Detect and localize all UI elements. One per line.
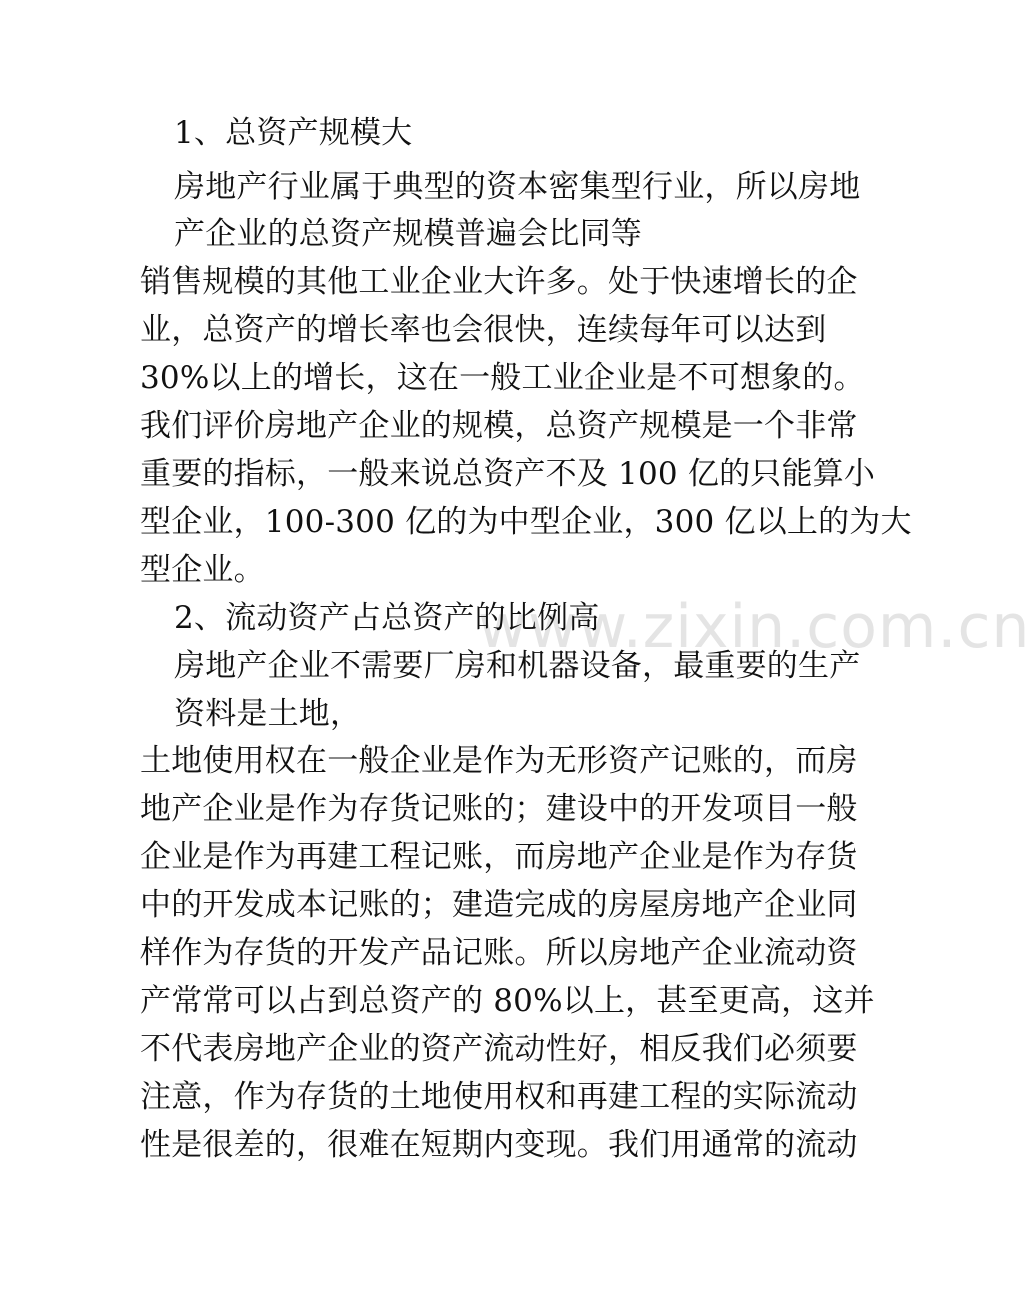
heading-1: 1、总资产规模大: [174, 115, 413, 151]
paragraph-line: 中的开发成本记账的；建造完成的房屋房地产企业同: [140, 887, 858, 923]
paragraph-line: 我们评价房地产企业的规模，总资产规模是一个非常: [140, 408, 858, 444]
paragraph-line: 资料是土地，: [174, 696, 362, 732]
paragraph-line: 企业是作为再建工程记账，而房地产企业是作为存货: [140, 839, 858, 875]
paragraph-line: 房地产企业不需要厂房和机器设备，最重要的生产: [174, 648, 861, 684]
paragraph-line: 性是很差的，很难在短期内变现。我们用通常的流动: [140, 1127, 858, 1163]
paragraph-line: 土地使用权在一般企业是作为无形资产记账的，而房: [140, 743, 858, 779]
watermark: www.zixin.com.cn: [478, 592, 1030, 662]
paragraph-line: 样作为存货的开发产品记账。所以房地产企业流动资: [140, 935, 858, 971]
paragraph-line: 地产企业是作为存货记账的；建设中的开发项目一般: [140, 791, 858, 827]
paragraph-line: 业，总资产的增长率也会很快，连续每年可以达到: [140, 312, 827, 348]
heading-2: 2、流动资产占总资产的比例高: [174, 600, 600, 636]
paragraph-line: 产企业的总资产规模普遍会比同等: [174, 216, 642, 252]
paragraph-line: 房地产行业属于典型的资本密集型行业，所以房地: [174, 169, 861, 205]
paragraph-line: 型企业，100-300 亿的为中型企业，300 亿以上的为大: [140, 504, 912, 540]
paragraph-line: 销售规模的其他工业企业大许多。处于快速增长的企: [140, 264, 858, 300]
paragraph-line: 注意，作为存货的土地使用权和再建工程的实际流动: [140, 1079, 858, 1115]
paragraph-line: 产常常可以占到总资产的 80%以上，甚至更高，这并: [140, 983, 875, 1019]
paragraph-line: 型企业。: [140, 552, 265, 588]
paragraph-line: 重要的指标，一般来说总资产不及 100 亿的只能算小: [140, 456, 876, 492]
paragraph-line: 不代表房地产企业的资产流动性好，相反我们必须要: [140, 1031, 858, 1067]
paragraph-line: 30%以上的增长，这在一般工业企业是不可想象的。: [140, 360, 865, 396]
